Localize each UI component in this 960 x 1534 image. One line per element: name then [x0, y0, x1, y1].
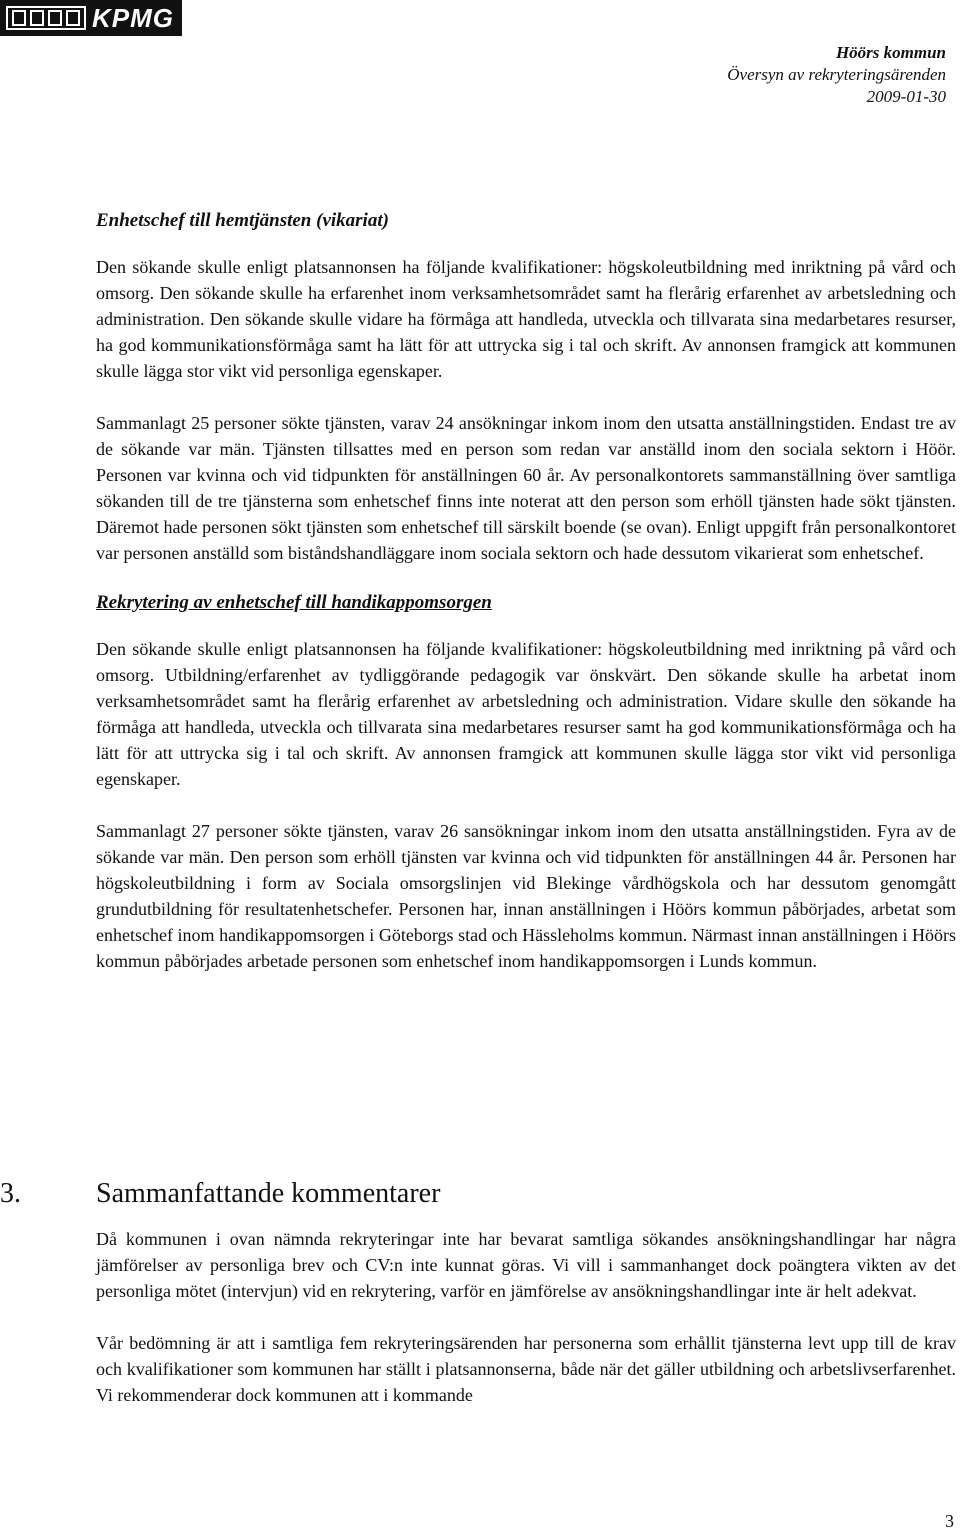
- header-subtitle: Översyn av rekryteringsärenden: [727, 65, 946, 84]
- section-heading-hemtjansten: Enhetschef till hemtjänsten (vikariat): [96, 210, 389, 231]
- paragraph: Sammanlagt 25 personer sökte tjänsten, varav 24 ansökningar inkom inom den utsatta anställningstiden. Endast tre av de sökande var män. Tjänsten tillsattes med en person som redan var anställd inom den sociala sektorn i Höör. Personen var kvinna och vid tidpunkten för anställningen 60 år. Av personalkontorets sammanställning över samtliga sökanden till de tre tjänsterna som enhetschef finns inte noterat att den person som erhöll tjänsten hade sökt tjänsten. Däremot hade personen sökt tjänsten som enhetschef till särskilt boende (se ovan). Enligt uppgift från personalkontoret var personen anställd som biståndshandläggare inom sociala sektorn och hade dessutom vikarierat som enhetschef.: [96, 413, 956, 563]
- kpmg-logo: [0, 0, 182, 36]
- kpmg-logo-mark-icon: [6, 6, 86, 30]
- paragraph: Sammanlagt 27 personer sökte tjänsten, varav 26 sansökningar inkom inom den utsatta anställningstiden. Fyra av de sökande var män. Den person som erhöll tjänsten var kvinna och vid tidpunkten för anställningen 44 år. Personen har högskoleutbildning i form av Sociala omsorgslinjen vid Blekinge vårdhögskola och har dessutom genomgått grundutbildning för resultatenhetschefer. Personen har, innan anställningen i Höörs kommun påbörjades, arbetat som enhetschef inom handikappomsorgen i Göteborgs stad och Hässleholms kommun. Närmast innan anställningen i Höörs kommun påbörjades arbetade personen som enhetschef inom handikappomsorgen i Lunds kommun.: [96, 821, 956, 971]
- paragraph: Vår bedömning är att i samtliga fem rekryteringsärenden har personerna som erhållit tjänsterna levt upp till de krav och kvalifikationer som kommunen har ställt i platsannonserna, både när det gäller utbildning och arbetslivserfarenhet. Vi rekommenderar dock kommunen att i kommande: [96, 1333, 956, 1405]
- page-number: 3: [945, 1511, 954, 1531]
- header-organization: Höörs kommun: [835, 43, 946, 62]
- paragraph: Den sökande skulle enligt platsannonsen ha följande kvalifikationer: högskoleutbildning med inriktning på vård och omsorg. Utbildning/erfarenhet av tydliggörande pedagogik var önskvärt. Den sökande skulle ha arbetat inom verksamhetsområdet samt ha flerårig erfarenhet av arbetsledning och administration. Vidare skulle den sökande ha förmåga att handleda, utveckla och tillvarata sina medarbetares resurser samt ha god kommunikationsförmåga och ha lätt för att uttrycka sig i tal och skrift. Av annonsen framgick att kommunen skulle lägga stor vikt vid personliga egenskaper.: [96, 639, 956, 789]
- paragraph: Då kommunen i ovan nämnda rekryteringar inte har bevarat samtliga sökandes ansökningshandlingar har några jämförelser av personliga brev och CV:n inte kunnat göras. Vi vill i sammanhanget dock poängtera vikten av det personliga mötet (intervjun) vid en rekrytering, varför en jämförelse av ansökningshandlingar inte är helt adekvat.: [96, 1229, 956, 1301]
- main-content: [96, 210, 956, 1000]
- paragraph: Den sökande skulle enligt platsannonsen ha följande kvalifikationer: högskoleutbildning med inriktning på vård och omsorg. Den sökande skulle ha erfarenhet inom verksamhetsområdet samt ha flerårig erfarenhet av arbetsledning och administration. Den sökande skulle vidare ha förmåga att handleda, utveckla och tillvarata sina medarbetares resurser, ha god kommunikationsförmåga samt ha lätt för att uttrycka sig i tal och skrift. Av annonsen framgick att kommunen skulle lägga stor vikt vid personliga egenskaper.: [96, 257, 956, 381]
- document-header: [727, 42, 946, 108]
- header-date: 2009-01-30: [866, 87, 946, 106]
- summary-content: [96, 1226, 956, 1434]
- section-title: Sammanfattande kommentarer: [96, 1178, 441, 1209]
- logo-text: KPMG: [92, 3, 174, 33]
- section-heading-handikappomsorgen: Rekrytering av enhetschef till handikappomsorgen: [96, 592, 492, 613]
- section-number: 3.: [0, 1178, 21, 1209]
